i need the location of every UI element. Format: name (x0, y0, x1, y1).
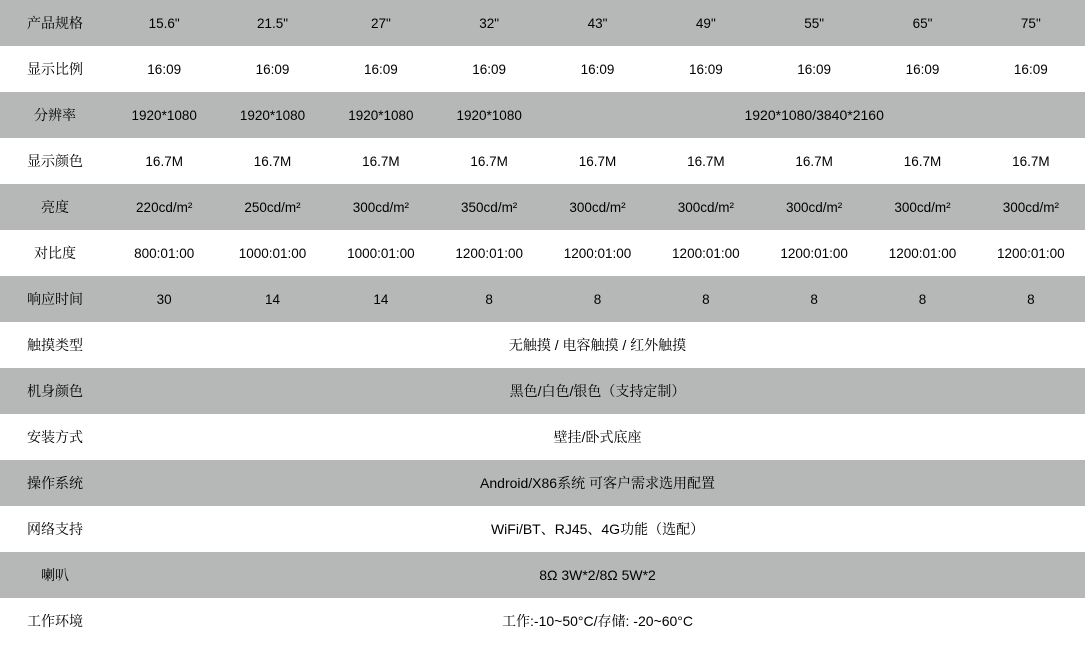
table-cell: 1200:01:00 (543, 230, 651, 276)
table-row (0, 368, 1085, 414)
row-label: 网络支持 (0, 506, 110, 552)
row-label: 喇叭 (0, 552, 110, 598)
table-cell: 8 (652, 276, 760, 322)
table-cell: 300cd/m² (327, 184, 435, 230)
table-cell: 1200:01:00 (977, 230, 1085, 276)
table-cell: 75" (977, 0, 1085, 46)
table-cell: 1920*1080 (435, 92, 543, 138)
row-label: 安装方式 (0, 414, 110, 460)
table-cell: 16:09 (218, 46, 326, 92)
row-label: 工作环境 (0, 598, 110, 644)
table-cell: 250cd/m² (218, 184, 326, 230)
table-cell: 55" (760, 0, 868, 46)
table-cell: 1000:01:00 (218, 230, 326, 276)
table-cell: 32" (435, 0, 543, 46)
row-label: 对比度 (0, 230, 110, 276)
table-cell: 300cd/m² (760, 184, 868, 230)
table-cell: 49" (652, 0, 760, 46)
table-cell: 1920*1080 (218, 92, 326, 138)
table-cell: 16.7M (977, 138, 1085, 184)
table-cell-merged: WiFi/BT、RJ45、4G功能（选配） (110, 506, 1085, 552)
table-cell-merged: 壁挂/卧式底座 (110, 414, 1085, 460)
row-label: 操作系统 (0, 460, 110, 506)
table-cell: 16:09 (543, 46, 651, 92)
table-cell: 27" (327, 0, 435, 46)
row-label: 分辨率 (0, 92, 110, 138)
table-row (0, 414, 1085, 460)
table-cell: 1920*1080 (327, 92, 435, 138)
table-cell: 16.7M (110, 138, 218, 184)
table-cell: 16.7M (435, 138, 543, 184)
table-row (0, 46, 1085, 92)
table-row (0, 184, 1085, 230)
row-label: 响应时间 (0, 276, 110, 322)
table-cell: 16:09 (977, 46, 1085, 92)
table-cell: 1200:01:00 (652, 230, 760, 276)
table-cell: 16.7M (543, 138, 651, 184)
table-cell: 14 (218, 276, 326, 322)
table-cell: 300cd/m² (868, 184, 976, 230)
table-cell: 16.7M (218, 138, 326, 184)
table-cell: 300cd/m² (977, 184, 1085, 230)
row-label: 触摸类型 (0, 322, 110, 368)
table-cell: 16:09 (760, 46, 868, 92)
table-row (0, 276, 1085, 322)
table-row (0, 92, 1085, 138)
table-row (0, 598, 1085, 644)
table-cell: 8 (543, 276, 651, 322)
row-label: 机身颜色 (0, 368, 110, 414)
table-cell: 800:01:00 (110, 230, 218, 276)
table-cell: 65" (868, 0, 976, 46)
table-cell: 16:09 (868, 46, 976, 92)
table-cell: 1200:01:00 (760, 230, 868, 276)
table-cell: 8 (760, 276, 868, 322)
table-cell: 220cd/m² (110, 184, 218, 230)
row-label: 亮度 (0, 184, 110, 230)
table-cell: 8 (868, 276, 976, 322)
table-row (0, 322, 1085, 368)
table-cell: 1000:01:00 (327, 230, 435, 276)
table-cell-merged: 黑色/白色/银色（支持定制） (110, 368, 1085, 414)
table-cell-merged: 8Ω 3W*2/8Ω 5W*2 (110, 552, 1085, 598)
table-cell: 43" (543, 0, 651, 46)
table-row (0, 138, 1085, 184)
table-cell-merged: 工作:-10~50°C/存储: -20~60°C (110, 598, 1085, 644)
table-cell-merged: 1920*1080/3840*2160 (543, 92, 1085, 138)
table-row (0, 230, 1085, 276)
table-cell: 300cd/m² (543, 184, 651, 230)
table-cell: 16:09 (327, 46, 435, 92)
row-label: 产品规格 (0, 0, 110, 46)
table-row (0, 460, 1085, 506)
table-cell: 16:09 (435, 46, 543, 92)
row-label: 显示颜色 (0, 138, 110, 184)
table-cell-merged: Android/X86系统 可客户需求选用配置 (110, 460, 1085, 506)
table-cell: 300cd/m² (652, 184, 760, 230)
table-cell: 15.6" (110, 0, 218, 46)
table-cell: 16.7M (327, 138, 435, 184)
table-cell: 30 (110, 276, 218, 322)
table-row (0, 506, 1085, 552)
table-cell: 350cd/m² (435, 184, 543, 230)
table-row (0, 552, 1085, 598)
table-cell: 8 (977, 276, 1085, 322)
table-cell: 16:09 (652, 46, 760, 92)
table-row (0, 0, 1085, 46)
table-cell: 16.7M (760, 138, 868, 184)
table-cell: 14 (327, 276, 435, 322)
table-cell: 1920*1080 (110, 92, 218, 138)
table-cell: 16.7M (868, 138, 976, 184)
table-cell-merged: 无触摸 / 电容触摸 / 红外触摸 (110, 322, 1085, 368)
table-cell: 1200:01:00 (868, 230, 976, 276)
table-cell: 16.7M (652, 138, 760, 184)
table-cell: 1200:01:00 (435, 230, 543, 276)
table-cell: 21.5" (218, 0, 326, 46)
row-label: 显示比例 (0, 46, 110, 92)
table-cell: 16:09 (110, 46, 218, 92)
table-cell: 8 (435, 276, 543, 322)
